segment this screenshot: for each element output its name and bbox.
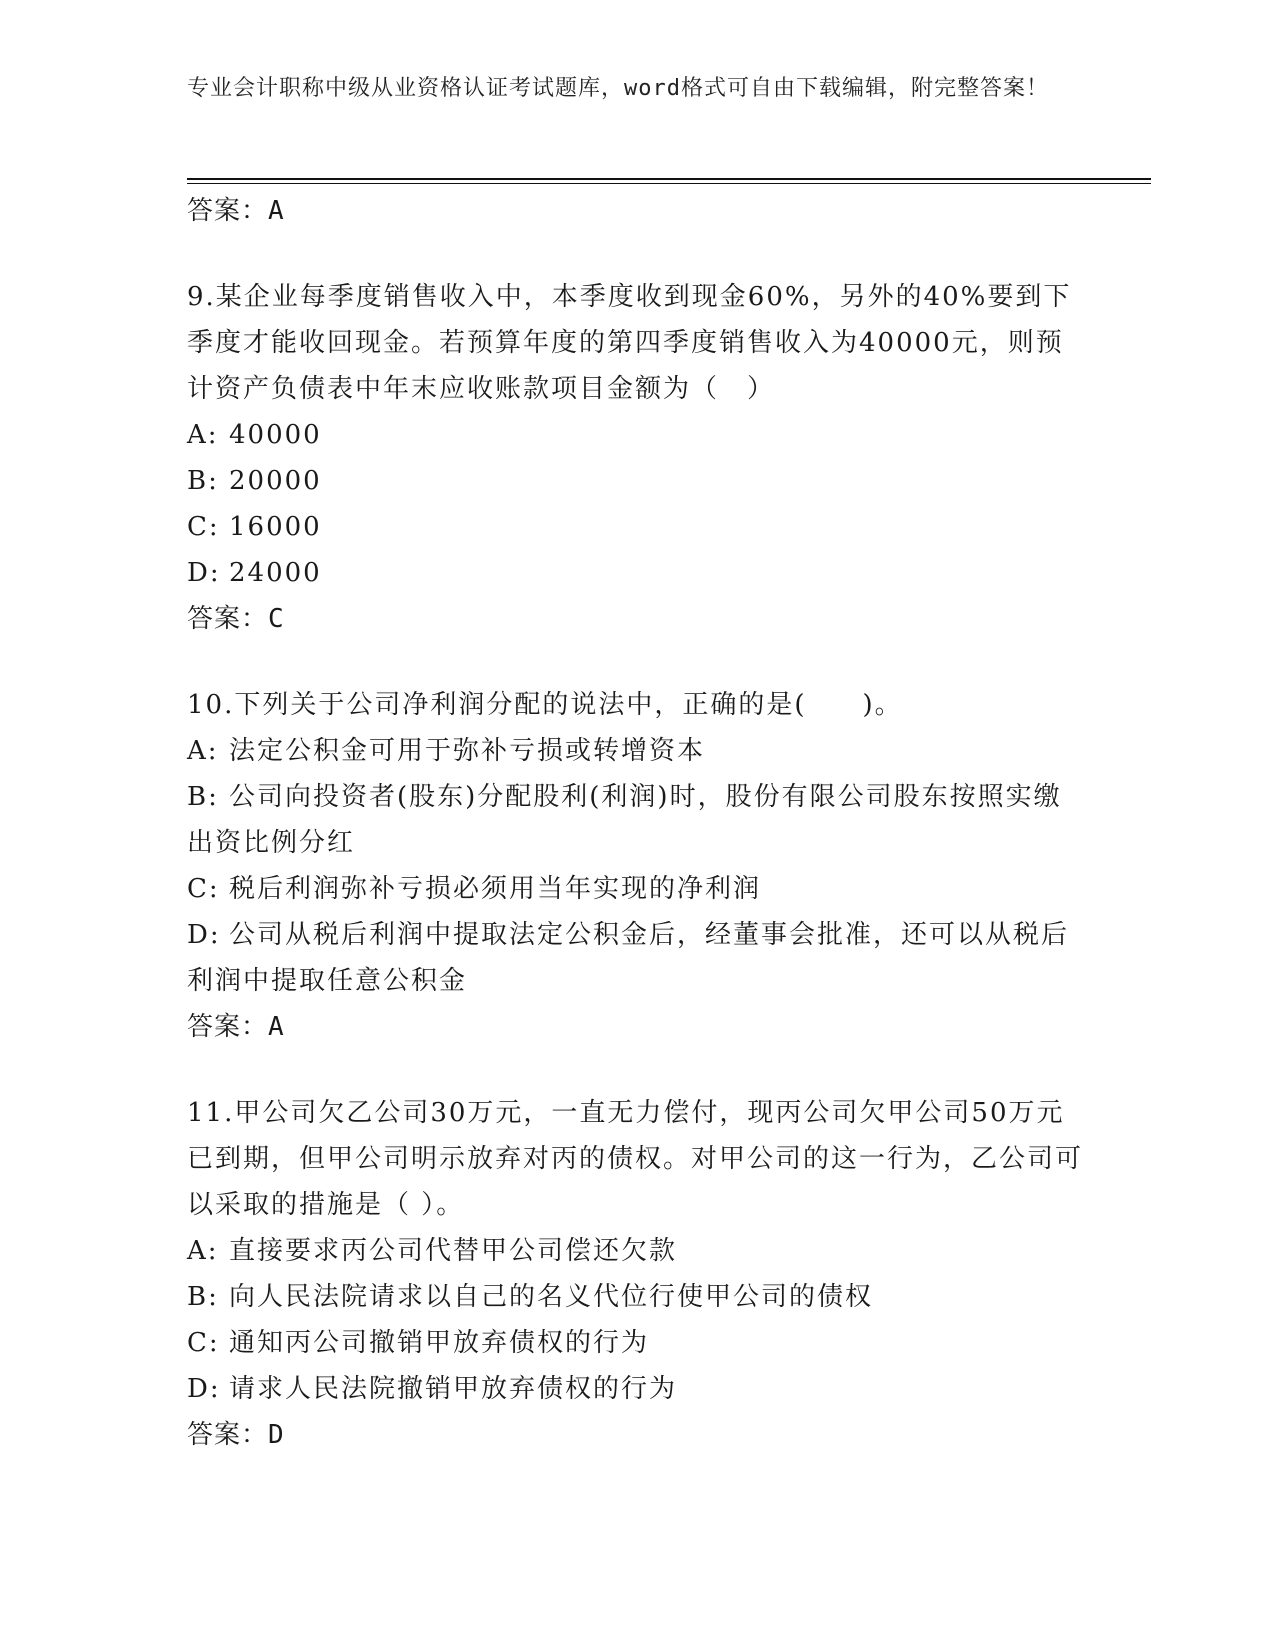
option-a bbox=[187, 412, 1087, 458]
question-10 bbox=[187, 682, 1087, 1050]
option-c bbox=[187, 504, 1087, 550]
option-key: C: bbox=[187, 1328, 220, 1358]
option-d bbox=[187, 550, 1087, 596]
option-key: B: bbox=[187, 782, 219, 812]
option-key: B: bbox=[187, 1282, 219, 1312]
page-header: 专业会计职称中级从业资格认证考试题库，word格式可自由下载编辑，附完整答案！ bbox=[187, 76, 1049, 101]
option-c bbox=[187, 1320, 1087, 1366]
option-text: 24000 bbox=[229, 558, 322, 588]
question-text: 9.某企业每季度销售收入中，本季度收到现金60%，另外的40%要到下季度才能收回现金。若预算年度的第四季度销售收入为40000元，则预计资产负债表中年末应收账款项目金额为（ ） bbox=[187, 282, 1072, 404]
question-11 bbox=[187, 1090, 1087, 1458]
option-c bbox=[187, 866, 1087, 912]
option-key: D: bbox=[187, 558, 221, 588]
option-b bbox=[187, 774, 1087, 866]
header-rule-thick bbox=[187, 178, 1151, 180]
option-text: 请求人民法院撤销甲放弃债权的行为 bbox=[229, 1374, 678, 1404]
question-text: 11.甲公司欠乙公司30万元，一直无力偿付，现丙公司欠甲公司50万元已到期，但甲公司明示放弃对丙的债权。对甲公司的这一行为，乙公司可以采取的措施是（ ）。 bbox=[187, 1098, 1084, 1220]
option-text: 16000 bbox=[229, 512, 322, 542]
option-b bbox=[187, 458, 1087, 504]
option-a bbox=[187, 1228, 1087, 1274]
option-key: A: bbox=[187, 1236, 219, 1266]
option-text: 通知丙公司撤销甲放弃债权的行为 bbox=[229, 1328, 650, 1358]
option-text: 税后利润弥补亏损必须用当年实现的净利润 bbox=[229, 874, 762, 904]
header-rule-thin bbox=[187, 183, 1151, 184]
answer: 答案：C bbox=[187, 604, 285, 634]
option-key: A: bbox=[187, 736, 219, 766]
option-text: 直接要求丙公司代替甲公司偿还欠款 bbox=[229, 1236, 678, 1266]
option-key: C: bbox=[187, 874, 220, 904]
option-text: 向人民法院请求以自己的名义代位行使甲公司的债权 bbox=[229, 1282, 874, 1312]
answer: 答案：D bbox=[187, 1420, 285, 1450]
option-key: B: bbox=[187, 466, 219, 496]
option-text: 公司从税后利润中提取法定公积金后，经董事会批准，还可以从税后利润中提取任意公积金 bbox=[187, 920, 1070, 996]
option-key: A: bbox=[187, 420, 219, 450]
option-b bbox=[187, 1274, 1087, 1320]
question-text: 10.下列关于公司净利润分配的说法中，正确的是( )。 bbox=[187, 690, 903, 720]
option-text: 公司向投资者(股东)分配股利(利润)时，股份有限公司股东按照实缴出资比例分红 bbox=[187, 782, 1062, 858]
option-key: C: bbox=[187, 512, 220, 542]
question-9 bbox=[187, 274, 1087, 642]
option-text: 20000 bbox=[229, 466, 322, 496]
option-d bbox=[187, 912, 1087, 1004]
option-d bbox=[187, 1366, 1087, 1412]
option-text: 40000 bbox=[229, 420, 322, 450]
option-key: D: bbox=[187, 1374, 221, 1404]
answer: 答案：A bbox=[187, 1012, 285, 1042]
question-content bbox=[187, 188, 1087, 1458]
previous-answer: 答案：A bbox=[187, 196, 285, 226]
option-a bbox=[187, 728, 1087, 774]
option-text: 法定公积金可用于弥补亏损或转增资本 bbox=[229, 736, 706, 766]
option-key: D: bbox=[187, 920, 221, 950]
